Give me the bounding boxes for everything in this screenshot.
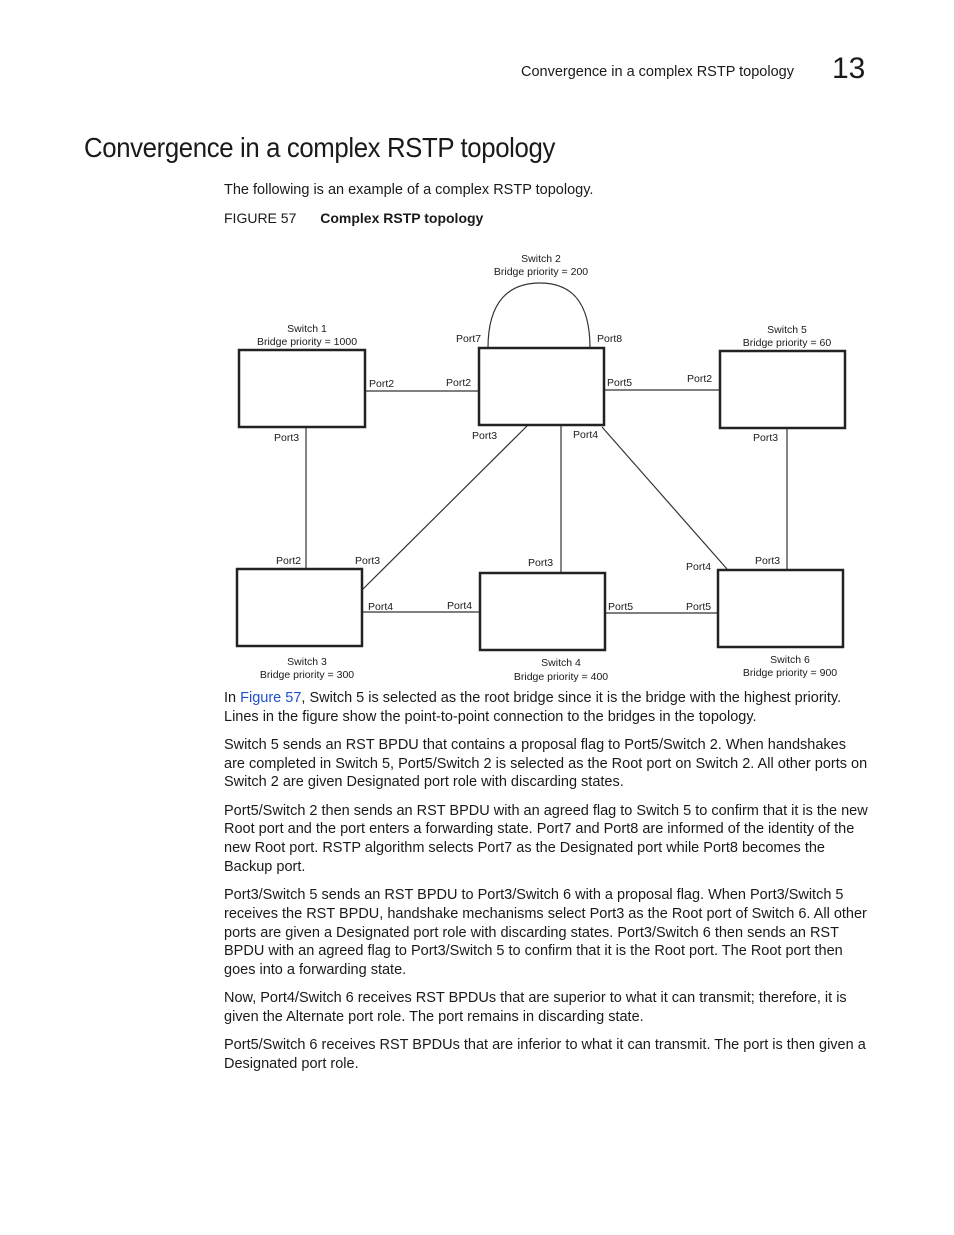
link-s2-s6 [602,427,727,569]
switch-4-priority: Bridge priority = 400 [513,671,609,683]
switch-1-box [239,350,365,427]
port-label: Port5 [607,377,633,389]
switch-2-priority: Bridge priority = 200 [493,266,589,278]
figure-title: Complex RSTP topology [320,210,484,226]
port-label: Port5 [686,601,712,613]
paragraph-1 [224,689,870,726]
switch-1-priority: Bridge priority = 1000 [256,336,358,348]
paragraph-2: Switch 5 sends an RST BPDU that contains a proposal flag to Port5/Switch 2. When handshakes are completed in Switch 5, Port5/Switch 2 is selected as the Root port on Switch 2. All other ports on Switch 2 are given Designated port role with discarding states. [224,737,868,791]
port-label: Port3 [755,555,781,567]
section-title: Convergence in a complex RSTP topology [84,132,555,163]
port-label: Port2 [276,555,302,567]
port-label: Port3 [753,432,779,444]
switch-2-name: Switch 2 [521,253,561,265]
link-s2-s3 [362,425,528,590]
port-label: Port3 [528,557,554,569]
port-label: Port3 [274,432,300,444]
paragraph-5: Now, Port4/Switch 6 receives RST BPDUs that are superior to what it can transmit; therefore, it is given the Alternate port role. The port remains in discarding state. [224,990,847,1025]
switch-6-priority: Bridge priority = 900 [742,667,838,679]
switch-4-name: Switch 4 [541,657,581,669]
switch-2-box [479,348,604,425]
paragraph-4: Port3/Switch 5 sends an RST BPDU to Port3/Switch 6 with a proposal flag. When Port3/Switch 5 receives the RST BPDU, handshake mechanisms select Port3 as the Root port of Switch 6. All other ports are given a Designated port role with discarding states. Port3/Switch 6 then sends an RST BPDU with an agreed flag to Port3/Switch 5 to confirm that it is the Root port. The Root port then goes into a forwarding state. [224,887,867,978]
link-s2-loop [488,283,590,348]
port-label: Port3 [355,555,381,567]
port-label: Port7 [456,333,482,345]
rstp-topology-diagram [225,240,855,690]
port-label: Port4 [447,600,473,612]
port-label: Port8 [597,333,623,345]
switch-3-priority: Bridge priority = 300 [259,669,355,681]
chapter-number: 13 [832,52,866,85]
switch-6-name: Switch 6 [770,654,810,666]
paragraph-1-rest: , Switch 5 is selected as the root bridge since it is the bridge with the highest priority. Lines in the figure show the point-to-point connection to the bridges in the topology. [224,690,842,725]
port-label: Port4 [368,601,394,613]
switch-6-box [718,570,843,647]
switch-3-box [237,569,362,646]
switch-4-box [480,573,605,650]
switch-5-box [720,351,845,428]
port-label: Port2 [369,378,395,390]
paragraph-6: Port5/Switch 6 receives RST BPDUs that are inferior to what it can transmit. The port is then given a Designated port role. [224,1037,866,1072]
paragraph-1-prefix: In [224,690,241,706]
switch-1-name: Switch 1 [287,323,327,335]
port-label: Port2 [446,377,472,389]
port-label: Port4 [573,429,599,441]
figure-label: FIGURE 57 [224,210,297,226]
figure-57-link[interactable]: Figure 57 [240,690,302,706]
switch-3-name: Switch 3 [287,656,327,668]
intro-paragraph: The following is an example of a complex RSTP topology. [224,182,594,198]
body-text [224,689,870,1083]
switch-5-priority: Bridge priority = 60 [742,337,832,349]
port-label: Port5 [608,601,634,613]
port-label: Port3 [472,430,498,442]
figure-caption [224,210,483,226]
port-label: Port4 [686,561,712,573]
port-label: Port2 [687,373,713,385]
paragraph-3: Port5/Switch 2 then sends an RST BPDU with an agreed flag to Switch 5 to confirm that it is the new Root port and the port enters a forwarding state. Port7 and Port8 are informed of the identity of the new Root port. RSTP algorithm selects Port7 as the Designated port while Port8 becomes the Backup port. [224,802,868,875]
switch-5-name: Switch 5 [767,324,807,336]
running-header: Convergence in a complex RSTP topology [521,64,794,80]
